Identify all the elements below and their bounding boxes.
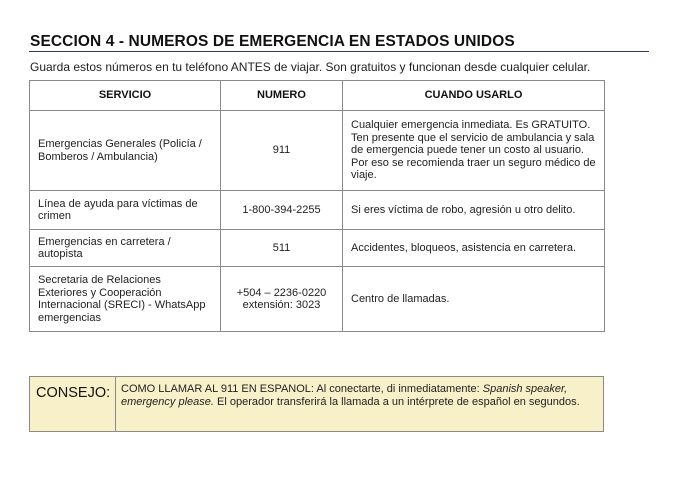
tip-text: [116, 377, 603, 431]
emergency-numbers-table: [29, 80, 605, 332]
cell-number-extension: extensión: 3023: [242, 299, 321, 311]
table-row: [30, 267, 605, 332]
header-service: SERVICIO: [30, 81, 221, 111]
cell-service: Emergencias Generales (Policía / Bomberos / Ambulancia): [30, 111, 221, 191]
cell-number: [221, 267, 343, 332]
table-header-row: [30, 81, 605, 111]
table-row: [30, 111, 605, 191]
tip-label: CONSEJO:: [30, 377, 116, 431]
cell-when: Accidentes, bloqueos, asistencia en carretera.: [343, 230, 605, 267]
cell-service: Emergencias en carretera / autopista: [30, 230, 221, 267]
header-number: NUMERO: [221, 81, 343, 111]
cell-number: 911: [221, 111, 343, 191]
tip-text-lead: COMO LLAMAR AL 911 EN ESPANOL: Al conectarte, di inmediatamente:: [121, 383, 483, 395]
header-when: CUANDO USARLO: [343, 81, 605, 111]
table-row: [30, 191, 605, 230]
table-row: [30, 230, 605, 267]
cell-service: Línea de ayuda para víctimas de crimen: [30, 191, 221, 230]
cell-number: 1-800-394-2255: [221, 191, 343, 230]
tip-box: [29, 376, 604, 432]
tip-text-phrase: Spanish speaker, emergency please.: [121, 383, 568, 408]
cell-service: Secretaria de Relaciones Exteriores y Cooperación Internacional (SRECI) - WhatsApp emergencias: [30, 267, 221, 332]
cell-when: Si eres víctima de robo, agresión u otro delito.: [343, 191, 605, 230]
tip-text-tail: El operador transferirá la llamada a un intérprete de español en segundos.: [213, 396, 580, 408]
cell-number-main: +504 – 2236-0220: [236, 286, 327, 299]
title-divider: [29, 51, 649, 52]
cell-when: Cualquier emergencia inmediata. Es GRATUITO. Ten presente que el servicio de ambulancia y sala de emergencia puede tener un costo al usuario. Por eso se recomienda traer un seguro médico de viaje.: [343, 111, 605, 191]
cell-when: Centro de llamadas.: [343, 267, 605, 332]
intro-text: Guarda estos números en tu teléfono ANTES de viajar. Son gratuitos y funcionan desde cualquier celular.: [30, 60, 591, 74]
cell-number: 511: [221, 230, 343, 267]
section-title: SECCION 4 - NUMEROS DE EMERGENCIA EN ESTADOS UNIDOS: [30, 33, 515, 50]
